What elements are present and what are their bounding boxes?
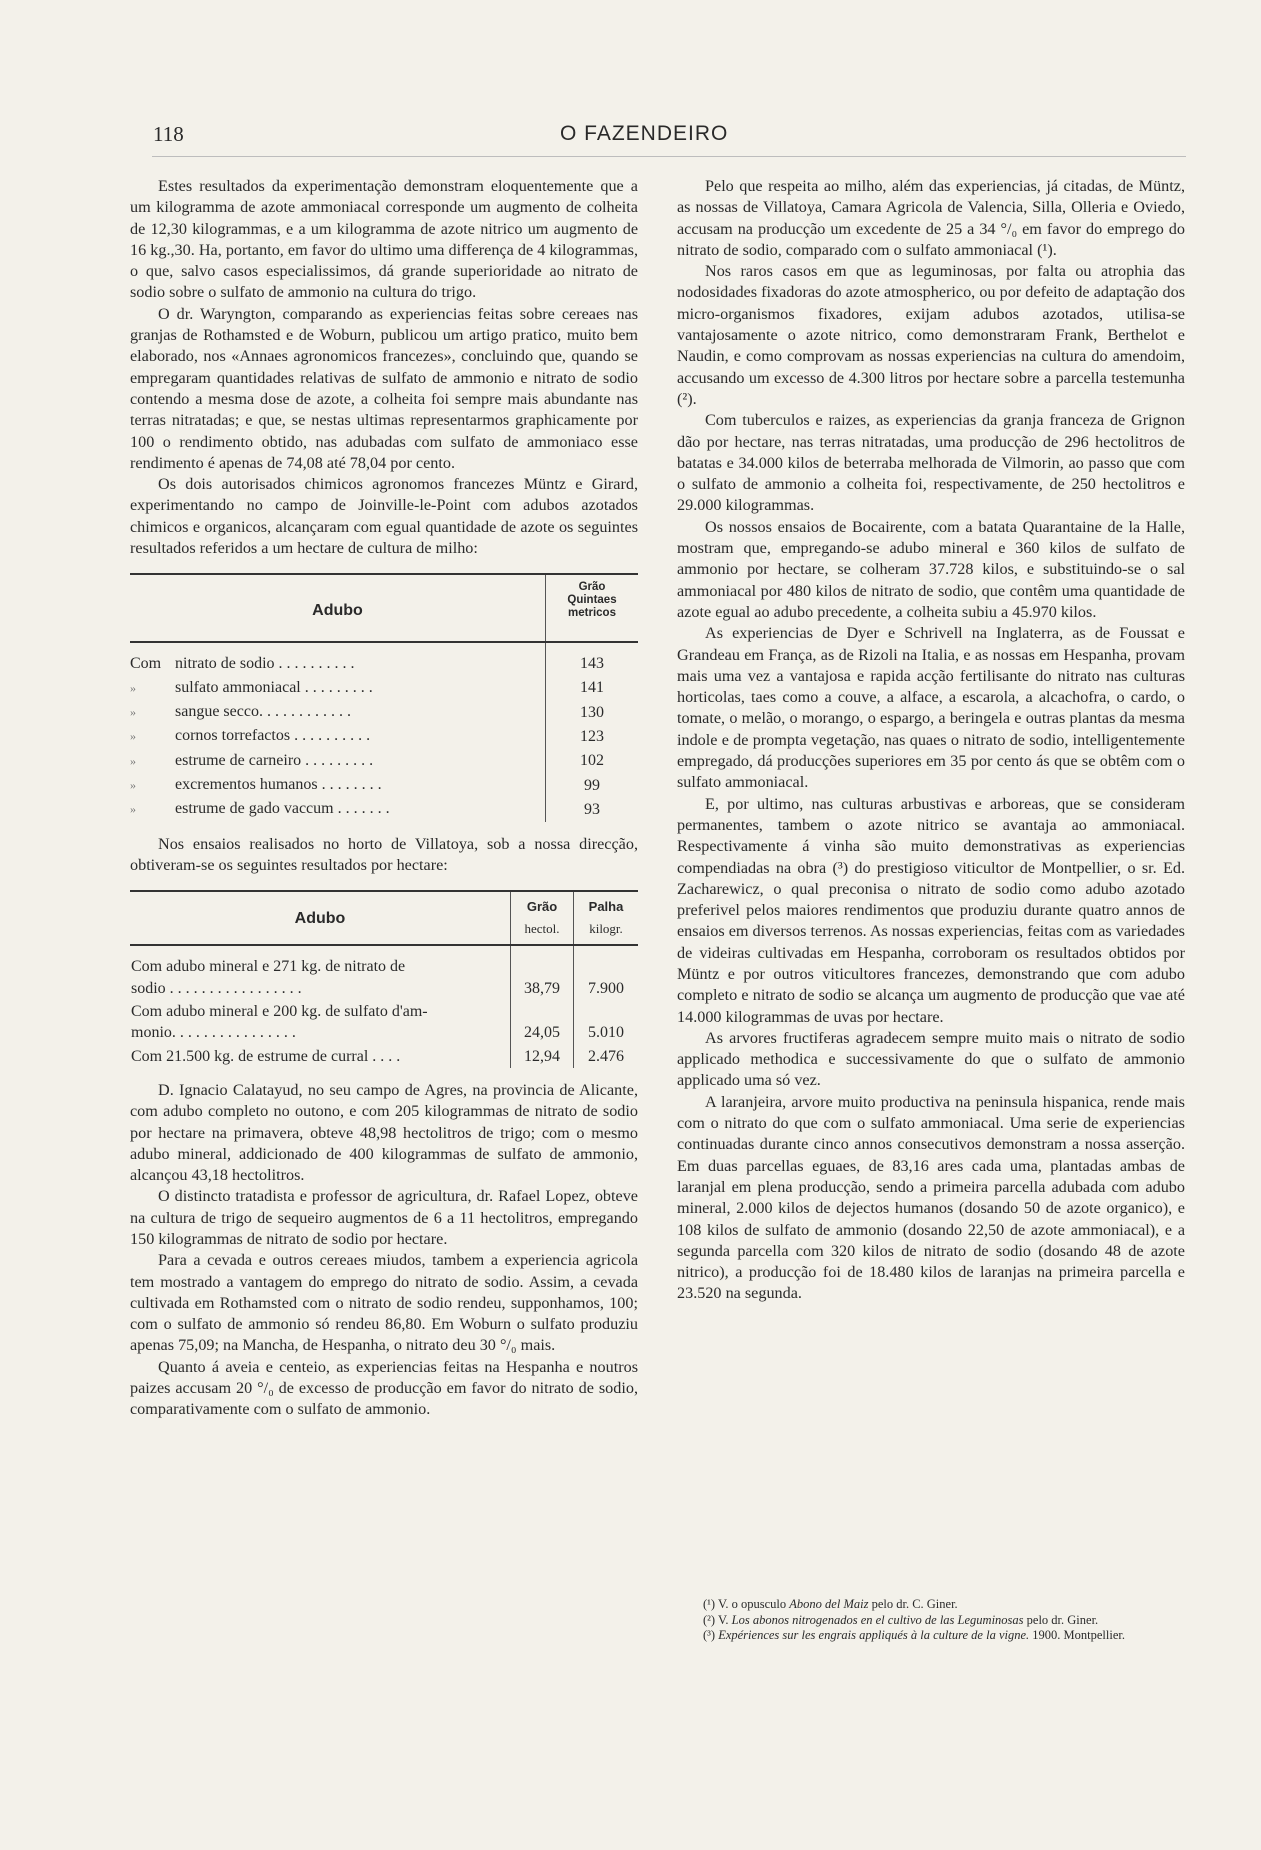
footnote-3 bbox=[703, 1628, 1185, 1644]
row-label: Com 21.500 kg. de estrume de curral . . . . bbox=[131, 1047, 401, 1065]
col-header-grao bbox=[511, 891, 574, 945]
row-prefix: » bbox=[130, 802, 136, 817]
row-prefix: Com bbox=[130, 655, 162, 673]
footnote-text: (¹) V. o opusculo bbox=[703, 1597, 790, 1611]
row-palha: 7.900 bbox=[574, 945, 639, 1000]
col-header-adubo: Adubo bbox=[130, 574, 546, 642]
paragraph: Nos raros casos em que as leguminosas, por falta ou atrophia das nodosidades fixadoras do azote atmospherico, ou por defeito de adaptação dos micro-organismos fixadores, exijam adubos azotados, utilisa-se vantajosamente o azote nitrico, como demonstraram Frank, Berthelot e Naudin, e como comprovam as nossas experiencias na cultura do amendoim, accusando um excesso de 4.300 litros por hectare sobre a parcella testemunha (²). bbox=[677, 262, 1185, 408]
row-label-line1: Com adubo mineral e 271 kg. de nitrato de bbox=[131, 958, 406, 976]
footnote-text: 1900. Montpellier. bbox=[1029, 1628, 1125, 1642]
row-value: 93 bbox=[546, 797, 639, 821]
table-row bbox=[130, 676, 638, 700]
col-header-grao-label: Grão bbox=[578, 581, 606, 594]
paragraph: O dr. Waryngton, comparando as experiencias feitas sobre cereaes nas granjas de Rothamsted e de Woburn, publicou um artigo pratico, muito bem elaborado, nos «Annaes agronomicos francezes», concluindo que, quando se empregaram quantidades relativas de sulfato de ammonio e nitrato de sodio contendo a mesma dose de azote, a colheita foi sempre mais abundante nas terras nitratadas; e que, se nestas ultimas representarmos graphicamente por 100 o rendimento obtido, nas adubadas com sulfato de ammoniaco esse rendimento é apenas de 74,08 até 78,04 por cento. bbox=[130, 304, 638, 472]
row-label bbox=[130, 1000, 511, 1045]
footnote-title: Expériences sur les engrais appliqués à la culture de la vigne. bbox=[718, 1628, 1030, 1642]
table-row bbox=[130, 642, 638, 676]
col-header-palha-unit: kilogr. bbox=[589, 921, 623, 937]
paragraph: Nos ensaios realisados no horto de Villatoya, sob a nossa direcção, obtiveram-se os seguintes resultados por hectare: bbox=[130, 834, 638, 874]
footnote-2 bbox=[703, 1613, 1185, 1629]
paragraph: As arvores fructiferas agradecem sempre muito mais o nitrato de sodio applicado methodica e successivamente do que o sulfato de ammonio applicado uma só vez. bbox=[677, 1028, 1185, 1090]
row-label-line2: sodio . . . . . . . . . . . . . . . . . bbox=[131, 979, 302, 997]
header-rule bbox=[152, 156, 1186, 157]
footnote-text: (³) bbox=[703, 1628, 719, 1642]
row-label-line2: monio. . . . . . . . . . . . . . . . bbox=[131, 1024, 296, 1042]
row-grao: 12,94 bbox=[511, 1044, 574, 1068]
row-prefix: » bbox=[130, 729, 136, 744]
row-prefix: » bbox=[130, 680, 136, 695]
row-value: 130 bbox=[546, 700, 639, 724]
paragraph: Pelo que respeita ao milho, além das experiencias, já citadas, de Müntz, as nossas de Villatoya, Camara Agricola de Valencia, Silla, Olleria e Oviedo, accusam na producção um excedente de 25 a 34 °/₀ em favor do emprego do nitrato de sodio, comparado com o sulfato ammoniacal (¹). bbox=[677, 177, 1185, 259]
col-header-grao-unit: hectol. bbox=[524, 921, 560, 937]
row-label: estrume de gado vaccum . . . . . . . bbox=[175, 800, 390, 818]
paragraph: A laranjeira, arvore muito productiva na peninsula hispanica, rende mais com o nitrato do que com o sulfato ammoniacal. Uma serie de experiencias continuadas durante cinco annos consecutivos demonstram a nossa asserção. Em duas parcellas eguaes, de 83,16 ares cada uma, plantadas ambas de laranjal em plena producção, sendo a primeira parcella adubada com adubo mineral, 2.000 kilos de dejectos humanos (dosando 50 de azote organico), e 108 kilos de sulfato de ammonio (dosando 22,50 de azote ammoniacal), e a segunda parcella com 320 kilos de nitrato de sodio (dosando 48 de azote nitrico), a producção foi de 18.480 kilos de laranjas na primeira parcella e 23.520 na segunda. bbox=[677, 1092, 1185, 1303]
row-label: cornos torrefactos . . . . . . . . . . bbox=[175, 727, 371, 745]
table-row bbox=[130, 945, 638, 1000]
row-value: 123 bbox=[546, 724, 639, 748]
row-prefix: » bbox=[130, 778, 136, 793]
paragraph: Os dois autorisados chimicos agronomos francezes Müntz e Girard, experimentando no campo de Joinville-le-Point com adubos azotados chimicos e organicos, alcançaram com egual quantidade de azote os seguintes resultados referidos a um hectare de cultura de milho: bbox=[130, 475, 638, 558]
col-header-adubo: Adubo bbox=[130, 891, 511, 945]
col-header-grao bbox=[546, 574, 639, 642]
row-label: sulfato ammoniacal . . . . . . . . . bbox=[175, 678, 373, 696]
row-label bbox=[130, 945, 511, 1000]
table-row bbox=[130, 1044, 638, 1068]
row-value: 143 bbox=[546, 642, 639, 676]
page-number: 118 bbox=[153, 122, 184, 146]
footnotes bbox=[703, 1597, 1185, 1644]
col-header-grao-label: Grão bbox=[526, 899, 558, 915]
paragraph: As experiencias de Dyer e Schrivell na Inglaterra, as de Foussat e Grandeau em França, as de Rizoli na Italia, e as nossas em Hespanha, provam mais uma vez a vantajosa e rapida acção fertilisante do nitrato nas culturas horticolas, taes como a couve, a alface, a escarola, a alcachofra, o cardo, o tomate, o melão, o morango, o espargo, a beringela e outras plantas da mesma indole e de prompta vegetação, nas quaes o nitrato de sodio, intelligentemente empregado, dá producções superiores em 35 por cento ás que se obtêm com o sulfato ammoniacal. bbox=[677, 624, 1185, 792]
paragraph: O distincto tratadista e professor de agricultura, dr. Rafael Lopez, obteve na cultura de trigo de sequeiro augmentos de 6 a 11 hectolitros, empregando 150 kilogrammas de nitrato de sodio por hectare. bbox=[130, 1187, 638, 1248]
left-column bbox=[130, 176, 638, 1421]
col-header-quintaes: Quintaes bbox=[567, 594, 617, 607]
table-row bbox=[130, 773, 638, 797]
paragraph: Os nossos ensaios de Bocairente, com a batata Quarantaine de la Halle, mostram que, empregando-se adubo mineral e 360 kilos de sulfato de ammonio por hectare, se colheram 37.728 kilos, e substituindo-se o sal ammoniacal por 480 kilos de nitrato de sodio, que contêm uma quantidade de azote egual ao adubo precedente, a colheita subiu a 45.970 kilos. bbox=[677, 517, 1185, 621]
footnote-title: Abono del Maiz bbox=[789, 1597, 869, 1611]
footnote-1 bbox=[703, 1597, 1185, 1613]
paragraph: Com tuberculos e raizes, as experiencias da granja franceza de Grignon dão por hectare, nas terras nitratadas, uma producção de 296 hectolitros de batatas e 34.000 kilos de beterraba melhorada de Vilmorin, ao passo que com o sulfato de ammonio a colheita foi, respectivamente, de 250 hectolitros e 29.000 kilogrammas. bbox=[677, 411, 1185, 515]
paragraph: Para a cevada e outros cereaes miudos, tambem a experiencia agricola tem mostrado a vantagem do emprego do nitrato de sodio. Assim, a cevada cultivada em Rothamsted com o nitrato de sodio rendeu, supponhamos, 100; com o sulfato de ammonio só rendeu 86,80. Em Woburn o sulfato produziu apenas 75,09; na Mancha, de Hespanha, o nitrato deu 30 °/₀ mais. bbox=[130, 1251, 638, 1355]
row-label: sangue secco. . . . . . . . . . . . bbox=[175, 703, 351, 721]
paragraph: Quanto á aveia e centeio, as experiencias feitas na Hespanha e noutros paizes accusam 20 °/₀ de excesso de producção em favor do nitrato de sodio, comparativamente com o sulfato de ammonio. bbox=[130, 1357, 638, 1419]
footnote-text: pelo dr. C. Giner. bbox=[868, 1597, 958, 1611]
table-row bbox=[130, 797, 638, 821]
col-header-palha bbox=[574, 891, 639, 945]
col-header-metricos: metricos bbox=[568, 607, 616, 620]
row-prefix: » bbox=[130, 753, 136, 768]
paragraph: Estes resultados da experimentação demonstram eloquentemente que a um kilogramma de azote ammoniacal corresponde um augmento de colheita de 12,30 kilogrammas, e a um kilogramma de azote nitrico um augmento de 16 kg.,30. Ha, portanto, em favor do ultimo uma differença de 4 kilogrammas, o que, salvo casos especialissimos, dá grande superioridade ao nitrato de sodio sobre o sulfato de ammonio na cultura do trigo. bbox=[130, 177, 638, 302]
table-row bbox=[130, 1000, 638, 1045]
footnote-title: Los abonos nitrogenados en el cultivo de las Leguminosas bbox=[731, 1612, 1024, 1627]
right-column bbox=[677, 176, 1185, 1305]
footnote-text: (²) V. bbox=[703, 1612, 732, 1627]
row-value: 99 bbox=[546, 773, 639, 797]
table-milho bbox=[130, 573, 638, 821]
row-prefix: » bbox=[130, 705, 136, 720]
row-label: estrume de carneiro . . . . . . . . . bbox=[175, 751, 374, 769]
row-palha: 2.476 bbox=[574, 1044, 639, 1068]
row-value: 102 bbox=[546, 749, 639, 773]
row-palha: 5.010 bbox=[574, 1000, 639, 1045]
footnote-text: pelo dr. Giner. bbox=[1023, 1612, 1099, 1627]
col-header-palha-label: Palha bbox=[588, 899, 624, 915]
table-row bbox=[130, 724, 638, 748]
table-villatoya bbox=[130, 890, 638, 1068]
running-title: O FAZENDEIRO bbox=[560, 122, 729, 145]
row-label: nitrato de sodio . . . . . . . . . . bbox=[175, 655, 355, 673]
row-grao: 24,05 bbox=[511, 1000, 574, 1045]
row-label: excrementos humanos . . . . . . . . bbox=[175, 776, 382, 794]
row-label-line1: Com adubo mineral e 200 kg. de sulfato d'am- bbox=[131, 1002, 428, 1020]
row-grao: 38,79 bbox=[511, 945, 574, 1000]
paragraph: D. Ignacio Calatayud, no seu campo de Agres, na provincia de Alicante, com adubo completo no outono, e com 205 kilogrammas de nitrato de sodio por hectare na primavera, obteve 48,98 hectolitros de trigo; com o mesmo adubo mineral, addicionado de 400 kilogrammas de sulfato de ammonio, alcançou 43,18 hectolitros. bbox=[130, 1080, 638, 1185]
paragraph: E, por ultimo, nas culturas arbustivas e arboreas, que se consideram permanentes, tambem o azote nitrico se avantaja ao ammoniacal. Respectivamente á vinha são muito demonstrativas as experiencias compendiadas na obra (³) do prestigioso viticultor de Montpellier, o sr. Ed. Zacharewicz, o qual preconisa o nitrato de sodio como adubo azotado preferivel pelos maiores rendimentos que produziu durante quatro annos de ensaios em diversos terrenos. As nossas experiencias, feitas com as variedades de videiras cultivadas em Hespanha, corroboram os resultados obtidos por Müntz e por outros viticultores francezes, demonstrando que com adubo completo e nitrato de sodio se alcança um augmento de producção que vae até 14.000 kilogrammas de uvas por hectare. bbox=[677, 794, 1185, 1026]
table-row bbox=[130, 700, 638, 724]
row-value: 141 bbox=[546, 676, 639, 700]
table-row bbox=[130, 749, 638, 773]
